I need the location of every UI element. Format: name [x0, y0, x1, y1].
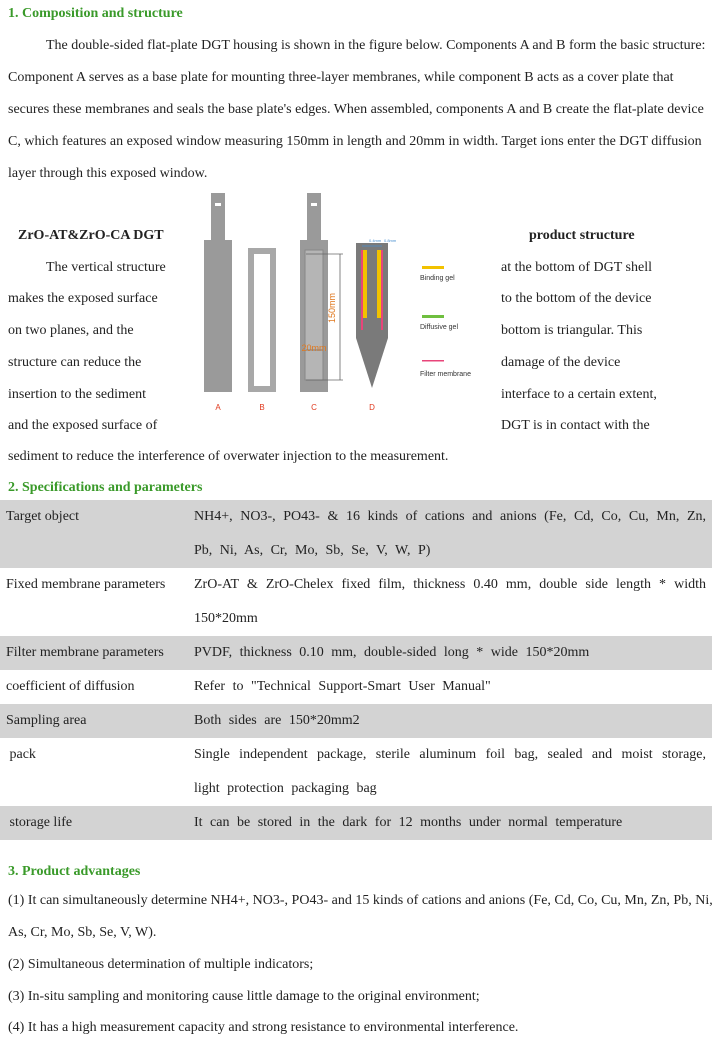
section-heading-composition: 1. Composition and structure: [8, 6, 183, 21]
closing-line: sediment to reduce the interference of overwater injection to the measurement.: [8, 449, 449, 464]
spec-table: [0, 500, 712, 840]
table-row: [0, 704, 712, 738]
spec-key: coefficient of diffusion: [0, 670, 188, 704]
spec-value: Both sides are 150*20mm2: [188, 704, 712, 738]
small-dim-label: 0.8mm: [384, 238, 397, 243]
legend-label: Filter membrane: [420, 371, 471, 378]
legend-swatch-binding: [422, 266, 444, 269]
spec-value: NH4+, NO3-, PO43- & 16 kinds of cations and anions (Fe, Cd, Co, Cu, Mn, Zn, Pb, Ni, As, Cr, Mo, Sb, Se, V, W, P): [188, 500, 712, 568]
figure-label-c: C: [311, 403, 317, 412]
intro-paragraph: The double-sided flat-plate DGT housing is shown in the figure below. Components A and B form the basic structure: Component A serves as a base plate for mounting three-layer membranes, while component B acts as a cover plate that secures these membranes and seals the base plate's edges. When assembled, components A and B create the flat-plate device C, which features an exposed window measuring 150mm in length and 20mm in width. Target ions enter the DGT diffusion layer through this exposed window.: [8, 38, 706, 181]
advantage-item: (2) Simultaneous determination of multiple indicators;: [8, 957, 314, 972]
spec-key: Filter membrane parameters: [0, 636, 188, 670]
table-row: [0, 738, 712, 806]
right-line: DGT is in contact with the: [501, 418, 650, 434]
dim-width-label: 20mm: [301, 343, 327, 353]
legend-label: Diffusive gel: [420, 324, 459, 331]
spec-value: Refer to "Technical Support-Smart User Manual": [188, 670, 712, 704]
right-column: [501, 220, 716, 442]
left-column: [8, 220, 178, 442]
table-row: [0, 636, 712, 670]
left-line: makes the exposed surface: [8, 291, 158, 307]
section-heading-specs: 2. Specifications and parameters: [8, 480, 203, 495]
spec-value: ZrO-AT & ZrO-Chelex fixed film, thickness 0.40 mm, double side length * width 150*20mm: [188, 568, 712, 636]
dgt-structure-figure: [196, 188, 496, 420]
left-line: and the exposed surface of: [8, 418, 158, 434]
left-line: The vertical structure: [46, 259, 166, 275]
spec-value: It can be stored in the dark for 12 months under normal temperature: [188, 806, 712, 840]
left-line: on two planes, and the: [8, 323, 134, 339]
component-a: [204, 193, 232, 392]
left-line: insertion to the sediment: [8, 386, 147, 402]
spec-value: Single independent package, sterile aluminum foil bag, sealed and moist storage, light protection packaging bag: [188, 738, 712, 806]
legend-swatch-diffusive: [422, 315, 444, 318]
right-line: at the bottom of DGT shell: [501, 259, 652, 275]
figure-label-a: A: [215, 403, 221, 412]
component-c: [300, 193, 343, 392]
right-line: interface to a certain extent,: [501, 386, 657, 402]
table-row: [0, 500, 712, 568]
table-row: [0, 568, 712, 636]
section-heading-advantages: 3. Product advantages: [8, 864, 141, 879]
right-line: bottom is triangular. This: [501, 323, 643, 339]
advantage-item: (3) In-situ sampling and monitoring cause little damage to the original environment;: [8, 989, 480, 1004]
spec-key: Sampling area: [0, 704, 188, 738]
right-line: damage of the device: [501, 354, 621, 370]
spec-value: PVDF, thickness 0.10 mm, double-sided long * wide 150*20mm: [188, 636, 712, 670]
left-title: ZrO-AT&ZrO-CA DGT: [18, 228, 164, 243]
legend-label: Binding gel: [420, 275, 455, 282]
small-dim-label: 0.4mm: [369, 238, 382, 243]
figure-label-b: B: [259, 403, 265, 412]
table-row: [0, 806, 712, 840]
table-row: [0, 670, 712, 704]
component-d: [356, 238, 397, 388]
left-line: structure can reduce the: [8, 354, 142, 370]
spec-key: Fixed membrane parameters: [0, 568, 188, 636]
spec-key: pack: [0, 738, 188, 806]
figure-legend: [420, 266, 471, 378]
advantage-item: (4) It has a high measurement capacity and strong resistance to environmental interference.: [8, 1020, 519, 1035]
spec-key: storage life: [0, 806, 188, 840]
legend-swatch-filter: [422, 360, 444, 362]
advantage-item: (1) It can simultaneously determine NH4+, NO3-, PO43- and 15 kinds of cations and anions (Fe, Cd, Co, Cu, Mn, Zn, Pb, Ni, As, Cr, Mo, Sb, Se, V, W).: [8, 893, 713, 940]
right-title: product structure: [529, 228, 635, 243]
right-line: to the bottom of the device: [501, 291, 652, 307]
component-b: [248, 248, 276, 392]
figure-label-d: D: [369, 403, 375, 412]
dim-length-label: 150mm: [327, 292, 337, 324]
spec-key: Target object: [0, 500, 188, 568]
